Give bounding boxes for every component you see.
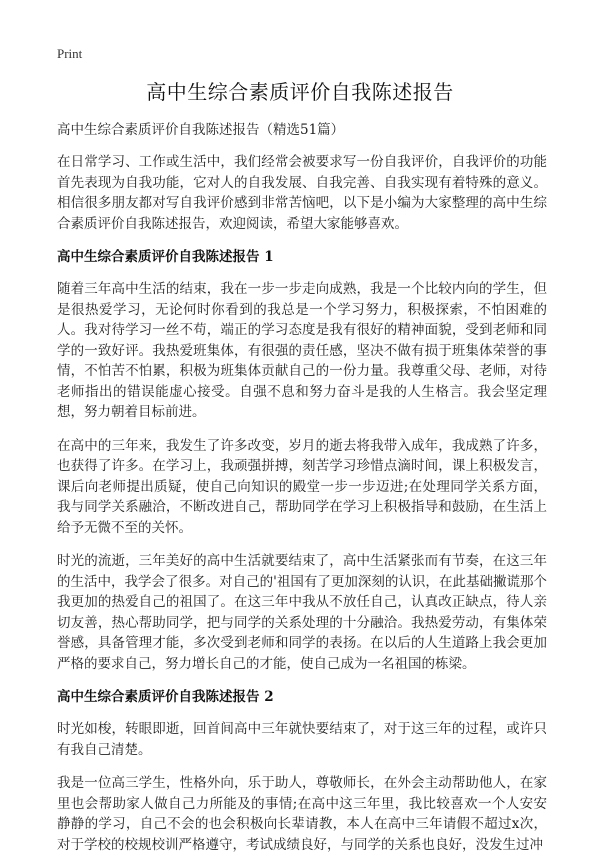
print-link[interactable]: Print [57, 46, 83, 61]
section-2-paragraph-1: 时光如梭，转眼即逝，回首间高中三年就快要结束了，对于这三年的过程，或许只有我自己清楚。 [57, 721, 547, 758]
section-2-heading: 高中生综合素质评价自我陈述报告 2 [57, 689, 274, 705]
section-1-paragraph-2: 在高中的三年来，我发生了许多改变，岁月的逝去将我带入成年，我成熟了许多，也获得了许多。在学习上，我顽强拼搏，刻苦学习珍惜点滴时间，课上积极发言，课后向老师提出质疑，使自己向知识的殿堂一步一步迈进;在处理同学关系方面，我与同学关系融洽，不断改进自己，帮助同学在学习上积极指导和鼓励，在生活上给予无微不至的关怀。 [57, 437, 547, 536]
section-2-paragraph-2: 我是一位高三学生，性格外向，乐于助人，尊敬师长，在外会主动帮助他人，在家里也会帮助家人做自己力所能及的事情;在高中这三年里，我比较喜欢一个人安安静静的学习，自己不会的也会积极向长辈请教，本人在高中三年请假不超过x次，对于学校的校规校训严格遵守，考试成绩良好，与同学的关系也良好，没发生过冲 [57, 775, 547, 853]
section-1-heading: 高中生综合素质评价自我陈述报告 1 [57, 249, 274, 265]
article-body [57, 120, 547, 868]
intro-paragraph: 在日常学习、工作或生活中，我们经常会被要求写一份自我评价，自我评价的功能首先表现为自我功能，它对人的自我发展、自我完善、自我实现有着特殊的意义。相信很多朋友都对写自我评价感到非常苦恼吧，以下是小编为大家整理的高中生综合素质评价自我陈述报告，欢迎阅读，希望大家能够喜欢。 [57, 154, 547, 232]
section-1-paragraph-3: 时光的流逝，三年美好的高中生活就要结束了，高中生活紧张而有节奏，在这三年的生活中，我学会了很多。对自己的'祖国有了更加深刻的认识，在此基础撇谎那个我更加的热爱自己的祖国了。在这三年中我从不放任自己，认真改正缺点，待人亲切友善，热心帮助同学，把与同学的关系处理的十分融洽。我热爱劳动，有集体荣誉感，具备管理才能，多次受到老师和同学的表扬。在以后的人生道路上我会更加严格的要求自己，努力增长自己的才能，使自己成为一名祖国的栋梁。 [57, 553, 547, 672]
section-1-paragraph-1: 随着三年高中生活的结束，我在一步一步走向成熟，我是一个比较内向的学生，但是很热爱学习，无论何时你看到的我总是一个学习努力，积极探索，不怕困难的人。我对待学习一丝不苟，端正的学习态度是我有很好的精神面貌，受到老师和同学的一致好评。我热爱班集体，有很强的责任感，坚决不做有损于班集体荣誉的事情，不怕苦不怕累，积极为班集体贡献自己的一份力量。我尊重父母、老师，对待老师指出的错误能虚心接受。自强不息和努力奋斗是我的人生格言。我会坚定理想，努力朝着目标前进。 [57, 281, 547, 420]
article-subtitle: 高中生综合素质评价自我陈述报告（精选51篇） [57, 122, 345, 138]
page-title: 高中生综合素质评价自我陈述报告 [146, 80, 454, 104]
